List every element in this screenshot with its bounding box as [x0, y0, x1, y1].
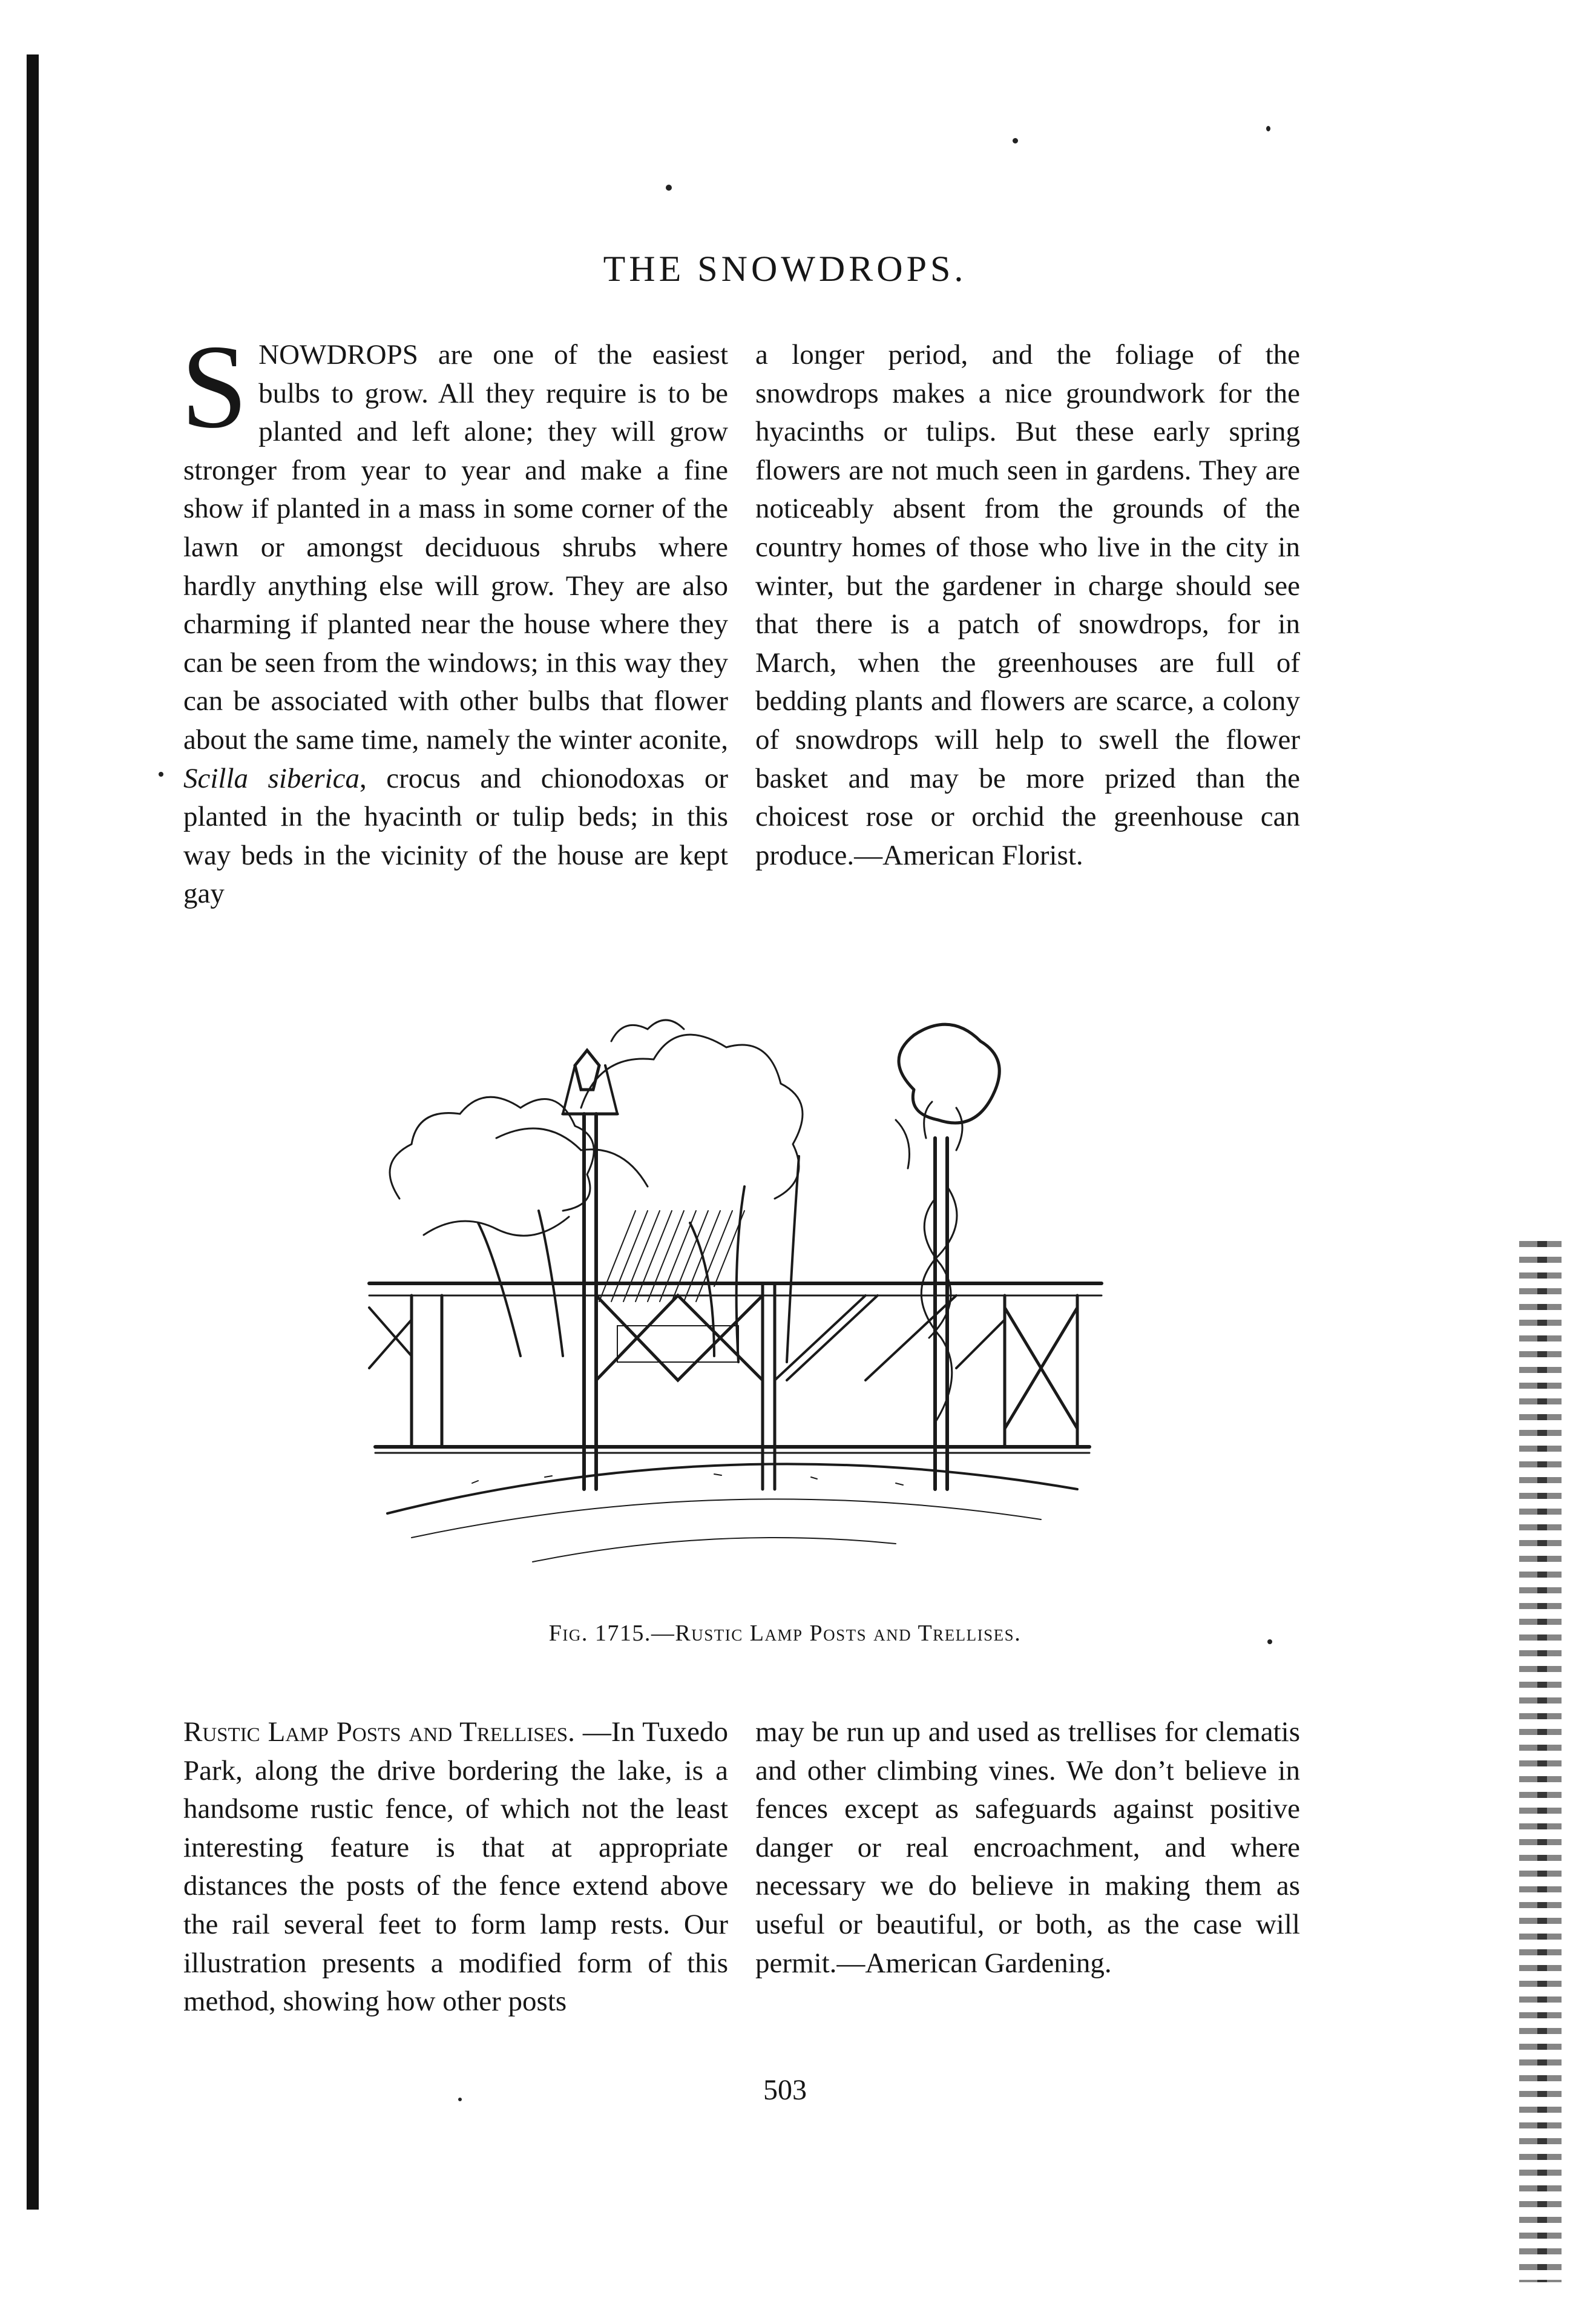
- article-left-text: NOWDROPS are one of the easiest bulbs to grow. All they require is to be planted and left alone; they will grow stronger from year to year and make a fine show if planted in a mass in some corner of the lawn or amongst deciduous shrubs where hardly anything else will grow. They are also charming if planted near the house where they can be seen from the windows; in this way they can be associated with other bulbs that flower about the same time, namely the winter aconite,: [183, 339, 728, 755]
- ink-speck: [159, 772, 163, 777]
- section-left-column: [183, 1713, 728, 2021]
- page-edge-shadow-inner: [1537, 1241, 1547, 2282]
- article-title: THE SNOWDROPS.: [603, 249, 967, 289]
- ink-speck: [1013, 138, 1018, 143]
- section-heading: Rustic Lamp Posts and Trellises.: [183, 1716, 575, 1748]
- figure-caption: Fig. 1715.—Rustic Lamp Posts and Trellises.: [548, 1621, 1022, 1646]
- article-left-italic: Scilla siberica: [183, 762, 360, 794]
- section-left-text: —In Tuxedo Park, along the drive bordering the lake, is a handsome rustic fence, of which not the least interesting feature is that at appropriate distances the posts of the fence extend above the rail several feet to form lamp rests. Our illustration presents a modified form of this method, showing how other posts: [183, 1716, 728, 2018]
- rustic-fence-illustration: [351, 1005, 1114, 1574]
- ink-speck: [1266, 126, 1270, 131]
- book-spine-shadow: [27, 54, 39, 2210]
- page-number: 503: [763, 2074, 807, 2106]
- ink-speck: [666, 185, 672, 191]
- article-left-text-end: , crocus and chionodoxas or planted in the hyacinth or tulip beds; in this way beds in the vicinity of the house are kept gay: [183, 762, 728, 910]
- drop-cap: S: [181, 320, 248, 453]
- article-right-column: a longer period, and the foliage of the snowdrops makes a nice groundwork for the hyacinths or tulips. But these early spring flowers are not much seen in gardens. They are noticeably absent from the grounds of the country homes of those who live in the city in winter, but the gardener in charge should see that there is a patch of snowdrops, for in March, when the greenhouses are full of bedding plants and flowers are scarce, a colony of snowdrops will help to swell the flower basket and may be more prized than the choicest rose or orchid the greenhouse can produce.—American Florist.: [755, 339, 1300, 871]
- article-left-column: [181, 320, 728, 913]
- section-right-column: may be run up and used as trellises for clematis and other climbing vines. We don’t believe in fences except as safeguards against positive danger or real encroachment, and where necessary we do believe in making them as useful or beautiful, or both, as the case will permit.—American Gardening.: [755, 1716, 1300, 1979]
